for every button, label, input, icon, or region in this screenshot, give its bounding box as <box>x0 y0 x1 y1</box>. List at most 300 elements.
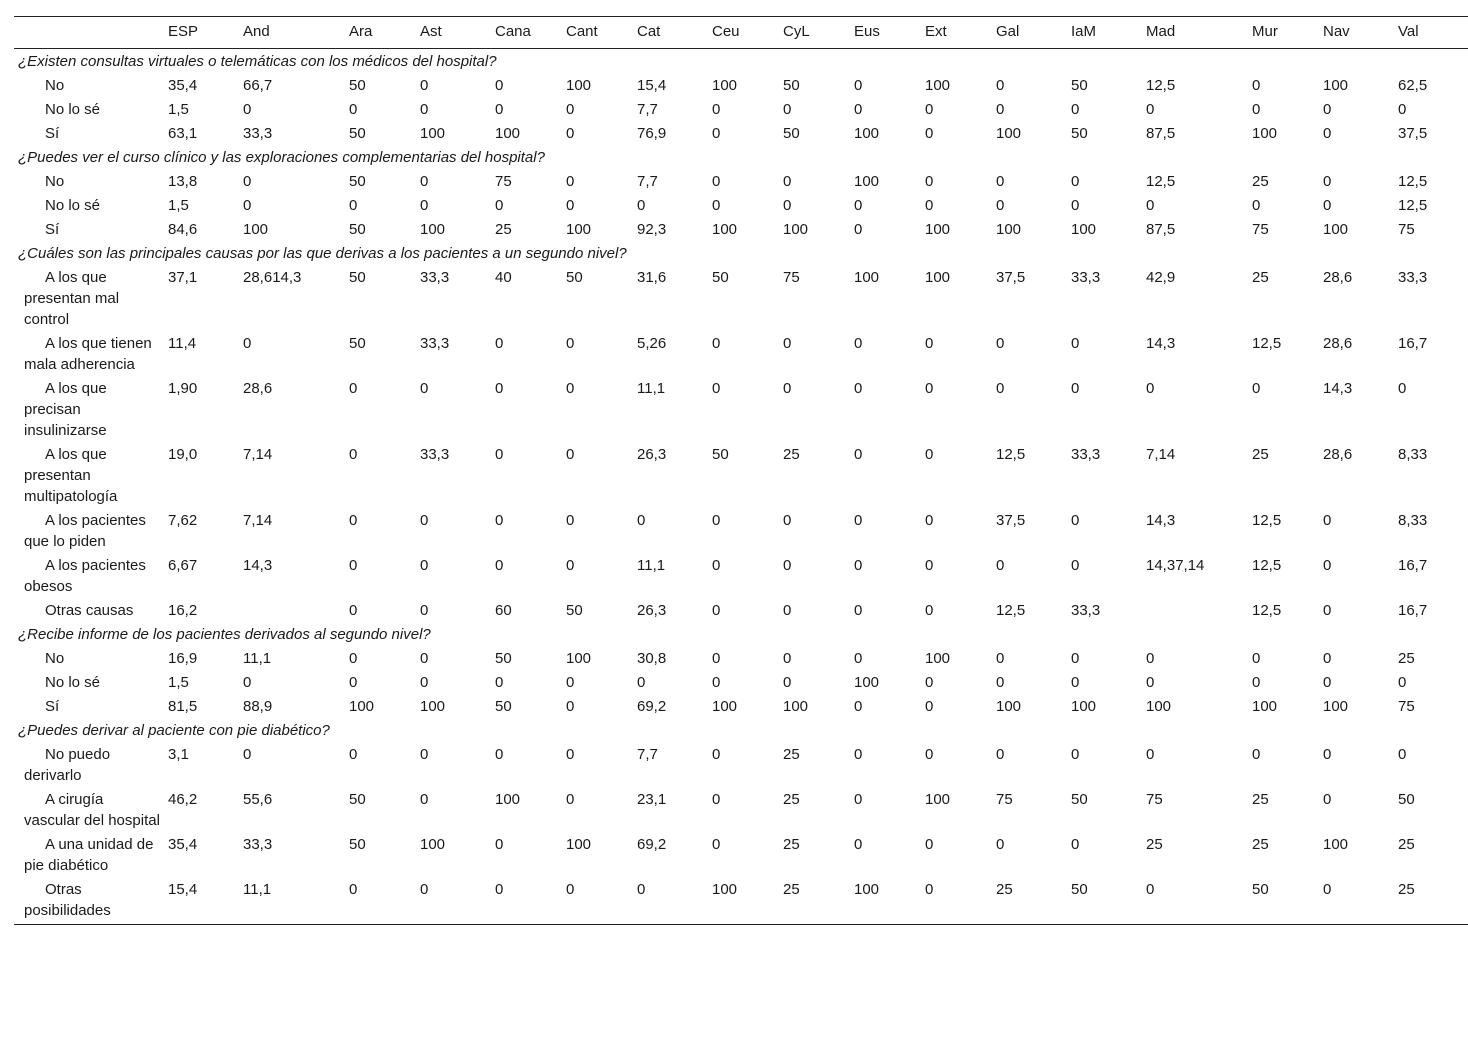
table-cell: 11,1 <box>637 380 666 397</box>
section-title: ¿Recibe informe de los pacientes derivados al segundo nivel? <box>18 626 431 643</box>
table-cell: 33,3 <box>1071 446 1101 463</box>
row-label-cell <box>14 217 164 241</box>
column-header-ceu: Ceu <box>712 23 740 40</box>
table-cell: 0 <box>495 746 504 763</box>
table-row <box>14 877 1468 925</box>
table-cell: 0 <box>349 446 358 463</box>
table-cell: 50 <box>349 269 366 286</box>
table-cell: 50 <box>712 269 729 286</box>
table-cell: 50 <box>1252 881 1269 898</box>
row-label: A los que precisan insulinizarse <box>24 380 107 439</box>
row-label-cell <box>14 121 164 145</box>
table-cell: 0 <box>495 881 504 898</box>
table-cell: 0 <box>420 512 429 529</box>
row-label-cell <box>14 508 164 553</box>
table-cell: 0 <box>637 512 646 529</box>
table-cell: 7,14 <box>243 446 273 463</box>
table-cell: 0 <box>1398 380 1407 397</box>
column-header-mad: Mad <box>1146 23 1176 40</box>
table-row <box>14 442 1468 508</box>
table-cell: 0 <box>925 698 934 715</box>
row-label-cell <box>14 742 164 787</box>
table-cell: 46,2 <box>168 791 198 808</box>
table-cell: 0 <box>349 881 358 898</box>
table-cell: 0 <box>349 674 358 691</box>
table-cell: 0 <box>925 197 934 214</box>
table-cell: 0 <box>349 602 358 619</box>
table-cell: 50 <box>1398 791 1415 808</box>
table-cell: 50 <box>495 698 512 715</box>
table-cell: 0 <box>783 173 792 190</box>
table-cell: 16,7 <box>1398 557 1428 574</box>
table-cell: 100 <box>1071 221 1097 238</box>
table-cell: 0 <box>1071 173 1080 190</box>
table-cell: 0 <box>1071 380 1080 397</box>
table-cell: 0 <box>1323 197 1332 214</box>
table-cell: 75 <box>1398 221 1415 238</box>
table-cell: 0 <box>712 746 721 763</box>
table-row <box>14 742 1468 787</box>
table-cell: 33,3 <box>243 836 273 853</box>
table-cell: 0 <box>854 512 863 529</box>
table-cell: 0 <box>420 173 429 190</box>
row-label: Otras posibilidades <box>24 881 111 919</box>
column-header-ext: Ext <box>925 23 947 40</box>
table-cell: 0 <box>349 512 358 529</box>
table-cell: 0 <box>243 674 252 691</box>
table-cell: 100 <box>925 269 951 286</box>
column-header-cat: Cat <box>637 23 661 40</box>
table-cell: 75 <box>1146 791 1163 808</box>
table-cell: 100 <box>854 881 880 898</box>
table-cell: 0 <box>1146 881 1155 898</box>
table-cell: 0 <box>1398 746 1407 763</box>
table-cell: 25 <box>1398 836 1415 853</box>
table-cell: 50 <box>783 77 800 94</box>
table-cell: 14,3 <box>1323 380 1353 397</box>
table-cell: 0 <box>1323 173 1332 190</box>
table-cell: 0 <box>495 512 504 529</box>
table-cell: 50 <box>1071 881 1088 898</box>
table-cell: 3,1 <box>168 746 189 763</box>
table-cell: 37,1 <box>168 269 198 286</box>
table-cell: 0 <box>996 197 1005 214</box>
table-cell: 23,1 <box>637 791 667 808</box>
table-cell: 50 <box>783 125 800 142</box>
table-cell: 0 <box>420 602 429 619</box>
table-cell: 50 <box>495 650 512 667</box>
table-cell: 25 <box>783 746 800 763</box>
table-cell: 25 <box>1252 446 1269 463</box>
table-cell: 0 <box>243 101 252 118</box>
table-cell: 42,9 <box>1146 269 1176 286</box>
table-cell: 100 <box>1252 125 1278 142</box>
column-header-iam: IaM <box>1071 23 1097 40</box>
table-cell: 0 <box>495 836 504 853</box>
table-cell: 0 <box>712 602 721 619</box>
table-cell: 0 <box>1071 512 1080 529</box>
table-cell: 35,4 <box>168 77 198 94</box>
table-cell: 88,9 <box>243 698 273 715</box>
table-container <box>14 16 1468 925</box>
table-cell: 0 <box>420 77 429 94</box>
table-cell: 0 <box>1071 197 1080 214</box>
table-cell: 0 <box>1323 101 1332 118</box>
table-cell: 0 <box>854 698 863 715</box>
table-cell: 100 <box>712 881 738 898</box>
table-cell: 0 <box>925 512 934 529</box>
row-label-cell <box>14 646 164 670</box>
table-cell: 100 <box>566 650 592 667</box>
table-row <box>14 97 1468 121</box>
table-cell: 25 <box>783 836 800 853</box>
table-cell: 50 <box>712 446 729 463</box>
column-header-val: Val <box>1398 23 1419 40</box>
table-cell: 55,6 <box>243 791 273 808</box>
table-cell: 0 <box>854 746 863 763</box>
column-header-and: And <box>243 23 270 40</box>
column-header-ara: Ara <box>349 23 373 40</box>
table-cell: 25 <box>1252 269 1269 286</box>
row-label: No lo sé <box>45 101 101 118</box>
table-row <box>14 508 1468 553</box>
table-cell: 0 <box>566 512 575 529</box>
table-cell: 25 <box>1398 650 1415 667</box>
table-cell: 0 <box>712 380 721 397</box>
section-title: ¿Cuáles son las principales causas por las que derivas a los pacientes a un segundo nivel? <box>18 245 627 262</box>
table-cell: 28,6 <box>1323 269 1353 286</box>
table-cell: 50 <box>349 791 366 808</box>
table-cell: 0 <box>495 674 504 691</box>
table-cell: 31,6 <box>637 269 667 286</box>
row-label-cell <box>14 97 164 121</box>
table-cell: 33,3 <box>1071 269 1101 286</box>
table-cell: 50 <box>1071 77 1088 94</box>
table-cell: 0 <box>783 650 792 667</box>
table-cell: 100 <box>925 221 951 238</box>
table-cell: 19,0 <box>168 446 198 463</box>
row-label-cell <box>14 442 164 508</box>
table-cell: 100 <box>712 221 738 238</box>
row-label-cell <box>14 331 164 376</box>
table-cell: 1,5 <box>168 197 189 214</box>
table-cell: 0 <box>495 335 504 352</box>
table-cell: 0 <box>1146 380 1155 397</box>
table-cell: 0 <box>925 746 934 763</box>
table-cell: 28,6 <box>1323 335 1353 352</box>
table-cell: 13,8 <box>168 173 198 190</box>
table-cell: 40 <box>495 269 512 286</box>
table-cell: 0 <box>925 674 934 691</box>
table-cell <box>1142 598 1248 622</box>
row-label: A los que presentan mal control <box>24 269 120 328</box>
row-label-cell <box>14 553 164 598</box>
table-cell: 0 <box>925 125 934 142</box>
table-cell: 0 <box>1252 101 1261 118</box>
table-cell: 0 <box>1252 197 1261 214</box>
table-cell: 0 <box>854 335 863 352</box>
table-cell: 12,5 <box>1252 557 1282 574</box>
table-cell: 0 <box>1071 101 1080 118</box>
table-cell: 26,3 <box>637 446 667 463</box>
table-cell: 0 <box>349 197 358 214</box>
table-cell: 0 <box>712 674 721 691</box>
table-cell: 33,3 <box>243 125 273 142</box>
table-cell: 11,1 <box>637 557 666 574</box>
table-cell: 0 <box>925 446 934 463</box>
table-cell: 0 <box>243 197 252 214</box>
table-cell: 0 <box>349 557 358 574</box>
table-cell: 0 <box>1071 674 1080 691</box>
table-cell: 30,8 <box>637 650 667 667</box>
table-cell: 1,5 <box>168 674 189 691</box>
row-label: No puedo derivarlo <box>24 746 111 784</box>
table-cell: 0 <box>925 101 934 118</box>
table-cell: 0 <box>1146 197 1155 214</box>
table-cell: 0 <box>1071 650 1080 667</box>
table-cell: 0 <box>495 101 504 118</box>
table-cell: 28,614,3 <box>243 269 302 286</box>
table-cell: 0 <box>854 650 863 667</box>
table-body <box>14 49 1468 925</box>
table-cell: 0 <box>712 512 721 529</box>
table-cell: 0 <box>1323 512 1332 529</box>
table-cell: 37,5 <box>996 512 1026 529</box>
table-cell: 0 <box>996 101 1005 118</box>
column-header-eus: Eus <box>854 23 880 40</box>
table-row <box>14 670 1468 694</box>
table-cell: 25 <box>495 221 512 238</box>
table-row <box>14 598 1468 622</box>
row-label: No lo sé <box>45 674 101 691</box>
table-cell: 81,5 <box>168 698 198 715</box>
table-cell: 0 <box>243 335 252 352</box>
table-cell: 0 <box>1252 746 1261 763</box>
table-cell: 63,1 <box>168 125 198 142</box>
table-row <box>14 73 1468 97</box>
table-cell: 0 <box>925 881 934 898</box>
table-cell: 100 <box>712 77 738 94</box>
table-cell: 0 <box>925 380 934 397</box>
table-cell: 100 <box>712 698 738 715</box>
table-cell: 100 <box>495 125 521 142</box>
row-label-cell <box>14 169 164 193</box>
table-cell: 100 <box>854 269 880 286</box>
table-cell: 28,6 <box>243 380 273 397</box>
table-cell: 0 <box>854 446 863 463</box>
table-row <box>14 646 1468 670</box>
table-cell: 0 <box>1252 674 1261 691</box>
table-cell: 0 <box>712 197 721 214</box>
table-cell: 0 <box>925 602 934 619</box>
table-cell: 50 <box>566 602 583 619</box>
table-cell: 0 <box>854 791 863 808</box>
section-title: ¿Puedes ver el curso clínico y las exploraciones complementarias del hospital? <box>18 149 545 166</box>
row-label: A los que presentan multipatología <box>24 446 118 505</box>
column-header-cana: Cana <box>495 23 531 40</box>
table-cell: 0 <box>495 197 504 214</box>
table-cell: 0 <box>420 674 429 691</box>
table-row <box>14 169 1468 193</box>
table-row <box>14 217 1468 241</box>
table-cell: 0 <box>712 173 721 190</box>
table-cell: 1,5 <box>168 101 189 118</box>
table-row <box>14 787 1468 832</box>
table-cell: 12,5 <box>996 602 1026 619</box>
table-cell: 12,5 <box>1146 77 1176 94</box>
table-cell: 0 <box>420 380 429 397</box>
table-cell: 25 <box>1398 881 1415 898</box>
table-cell: 87,5 <box>1146 221 1176 238</box>
table-cell: 75 <box>1252 221 1269 238</box>
row-label-cell <box>14 832 164 877</box>
table-cell: 0 <box>495 557 504 574</box>
table-cell: 0 <box>1323 791 1332 808</box>
table-cell: 0 <box>712 557 721 574</box>
table-cell: 25 <box>783 791 800 808</box>
table-cell: 1,90 <box>168 380 198 397</box>
table-cell: 0 <box>495 446 504 463</box>
table-cell: 0 <box>854 221 863 238</box>
table-cell: 0 <box>712 836 721 853</box>
table-cell: 0 <box>566 674 575 691</box>
row-label-cell <box>14 670 164 694</box>
row-label: A cirugía vascular del hospital <box>24 791 160 829</box>
table-cell: 0 <box>783 674 792 691</box>
table-cell: 0 <box>420 881 429 898</box>
table-cell: 33,3 <box>420 269 450 286</box>
table-cell: 0 <box>854 836 863 853</box>
table-cell: 0 <box>712 101 721 118</box>
table-cell: 0 <box>1398 101 1407 118</box>
row-label-cell <box>14 265 164 331</box>
table-cell: 50 <box>349 221 366 238</box>
table-cell: 50 <box>349 173 366 190</box>
table-cell: 16,7 <box>1398 335 1428 352</box>
table-row <box>14 265 1468 331</box>
table-cell: 25 <box>1252 836 1269 853</box>
table-cell: 37,5 <box>1398 125 1428 142</box>
column-header-gal: Gal <box>996 23 1020 40</box>
table-cell: 8,33 <box>1398 512 1428 529</box>
header-row <box>14 17 1468 49</box>
table-cell: 0 <box>1071 836 1080 853</box>
table-cell: 0 <box>1146 746 1155 763</box>
table-cell: 0 <box>996 77 1005 94</box>
table-cell: 100 <box>1146 698 1172 715</box>
table-cell: 100 <box>420 221 446 238</box>
table-cell: 100 <box>495 791 521 808</box>
table-cell: 0 <box>996 650 1005 667</box>
table-cell: 50 <box>1071 125 1088 142</box>
table-cell: 62,5 <box>1398 77 1428 94</box>
row-label-cell <box>14 598 164 622</box>
table-cell: 69,2 <box>637 836 667 853</box>
row-label: Sí <box>45 698 60 715</box>
table-cell: 0 <box>566 101 575 118</box>
table-cell: 0 <box>566 173 575 190</box>
table-cell: 0 <box>783 512 792 529</box>
table-cell: 0 <box>783 557 792 574</box>
table-cell: 0 <box>566 881 575 898</box>
table-row <box>14 121 1468 145</box>
table-cell: 7,7 <box>637 101 658 118</box>
row-label: A los que tienen mala adherencia <box>24 335 152 373</box>
table-cell: 0 <box>1252 380 1261 397</box>
table-cell: 0 <box>996 173 1005 190</box>
table-cell: 100 <box>925 77 951 94</box>
table-cell: 7,7 <box>637 746 658 763</box>
table-cell: 7,62 <box>168 512 198 529</box>
table-cell: 0 <box>925 557 934 574</box>
table-cell: 12,5 <box>1252 335 1282 352</box>
table-cell: 75 <box>783 269 800 286</box>
table-cell: 0 <box>925 836 934 853</box>
table-cell: 15,4 <box>637 77 667 94</box>
table-cell: 100 <box>925 791 951 808</box>
table-cell: 0 <box>420 557 429 574</box>
table-cell: 0 <box>637 881 646 898</box>
table-cell: 0 <box>420 101 429 118</box>
table-cell: 50 <box>349 335 366 352</box>
section-title: ¿Existen consultas virtuales o telemáticas con los médicos del hospital? <box>18 53 497 70</box>
table-cell: 100 <box>925 650 951 667</box>
table-cell: 0 <box>1323 746 1332 763</box>
table-cell: 14,3 <box>1146 512 1176 529</box>
table-cell: 0 <box>925 335 934 352</box>
table-cell: 25 <box>1252 173 1269 190</box>
table-cell: 100 <box>566 221 592 238</box>
table-cell: 0 <box>783 335 792 352</box>
table-cell: 7,14 <box>1146 446 1176 463</box>
table-cell: 100 <box>1323 836 1349 853</box>
table-cell: 100 <box>1323 77 1349 94</box>
table-cell: 87,5 <box>1146 125 1176 142</box>
table-cell: 60 <box>495 602 512 619</box>
table-cell: 0 <box>243 746 252 763</box>
table-cell: 69,2 <box>637 698 667 715</box>
table-cell: 0 <box>783 602 792 619</box>
table-cell: 100 <box>996 698 1022 715</box>
table-cell: 0 <box>1323 602 1332 619</box>
table-cell: 6,67 <box>168 557 198 574</box>
table-cell: 0 <box>854 101 863 118</box>
table-cell: 100 <box>566 836 592 853</box>
table-cell: 5,26 <box>637 335 667 352</box>
table-cell: 0 <box>420 650 429 667</box>
row-label: No lo sé <box>45 197 101 214</box>
table-cell: 0 <box>566 446 575 463</box>
row-label-cell <box>14 73 164 97</box>
table-cell: 100 <box>783 221 809 238</box>
table-cell: 0 <box>495 380 504 397</box>
table-cell: 100 <box>1323 221 1349 238</box>
table-row <box>14 553 1468 598</box>
table-cell: 92,3 <box>637 221 667 238</box>
table-cell: 28,6 <box>1323 446 1353 463</box>
table-cell: 100 <box>420 836 446 853</box>
row-label-cell <box>14 787 164 832</box>
table-cell: 0 <box>1071 335 1080 352</box>
table-cell: 0 <box>1146 101 1155 118</box>
table-cell: 14,3 <box>1146 335 1176 352</box>
table-cell: 0 <box>349 380 358 397</box>
table-cell: 37,5 <box>996 269 1026 286</box>
table-cell: 16,2 <box>168 602 198 619</box>
table-cell: 0 <box>1323 650 1332 667</box>
table-row <box>14 193 1468 217</box>
row-label: A los pacientes que lo piden <box>24 512 146 550</box>
